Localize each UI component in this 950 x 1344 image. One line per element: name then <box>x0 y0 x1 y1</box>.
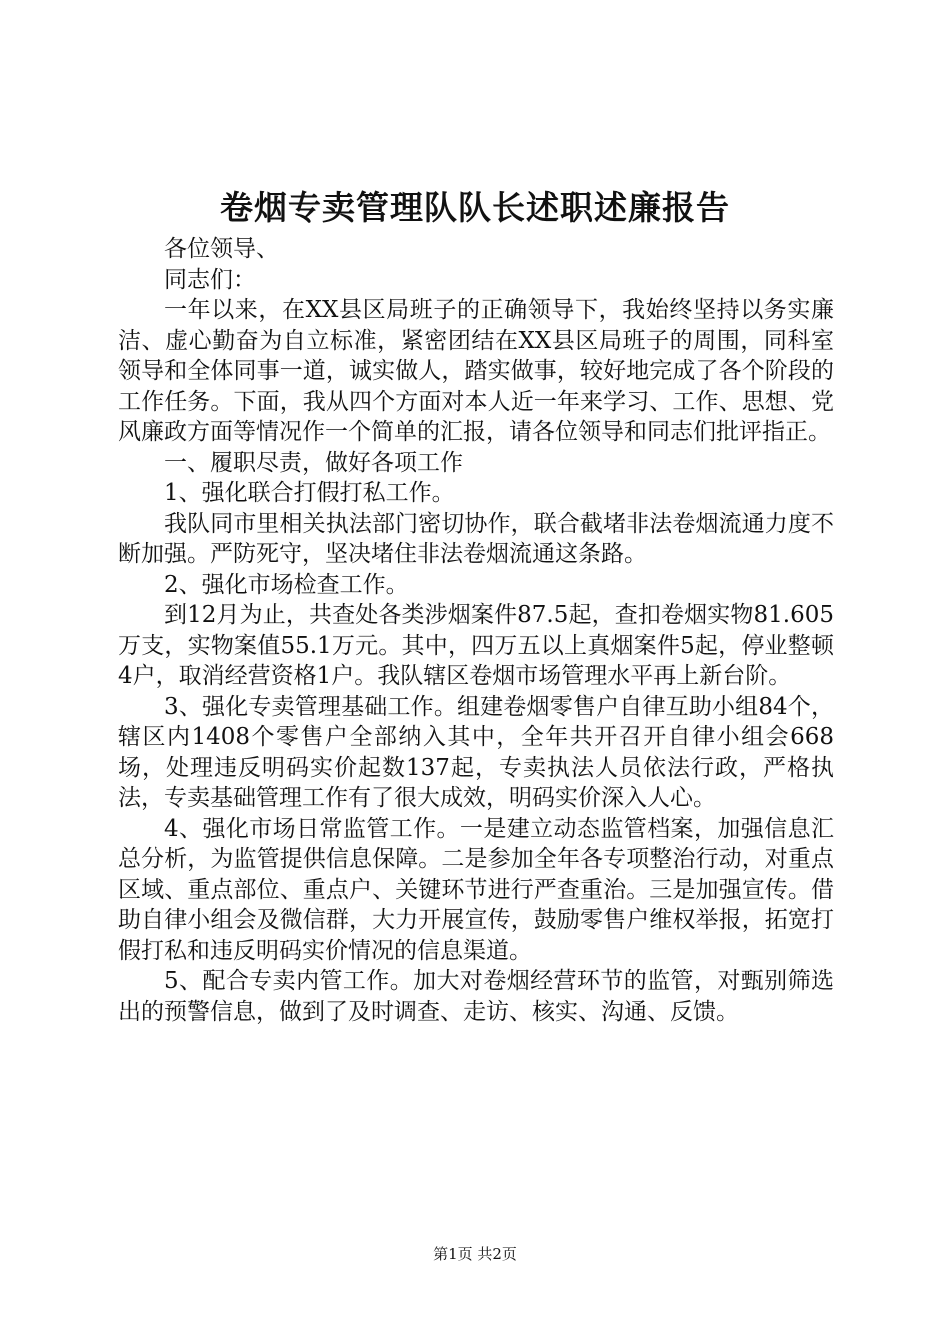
page-number-footer: 第1页 共2页 <box>433 1245 517 1263</box>
document-title: 卷烟专卖管理队队长述职述廉报告 <box>220 188 730 227</box>
document-body <box>118 234 834 1027</box>
body-paragraph: 4、强化市场日常监管工作。一是建立动态监管档案，加强信息汇总分析，为监管提供信息保障。二是参加全年各专项整治行动，对重点区域、重点部位、重点户、关键环节进行严查重治。三是加强宣传。借助自律小组会及微信群，大力开展宣传，鼓励零售户维权举报，拓宽打假打私和违反明码实价情况的信息渠道。 <box>118 815 834 964</box>
subsection-heading: 2、强化市场检查工作。 <box>164 571 409 598</box>
body-paragraph: 我队同市里相关执法部门密切协作，联合截堵非法卷烟流通力度不断加强。严防死守，坚决堵住非法卷烟流通这条路。 <box>118 510 834 567</box>
body-paragraph: 5、配合专卖内管工作。加大对卷烟经营环节的监管，对甄别筛选出的预警信息，做到了及时调查、走访、核实、沟通、反馈。 <box>118 968 834 1025</box>
salutation-line: 同志们： <box>164 266 256 293</box>
body-paragraph: 3、强化专卖管理基础工作。组建卷烟零售户自律互助小组84个，辖区内1408个零售户全部纳入其中，全年共开召开自律小组会668场，处理违反明码实价起数137起，专卖执法人员依法行政，严格执法，专卖基础管理工作有了很大成效，明码实价深入人心。 <box>118 693 834 811</box>
section-heading: 一、履职尽责，做好各项工作 <box>164 449 463 476</box>
salutation-line: 各位领导、 <box>164 236 279 262</box>
body-paragraph: 到12月为止，共查处各类涉烟案件87.5起，查扣卷烟实物81.605万支，实物案值55.1万元。其中，四万五以上真烟案件5起，停业整顿4户，取消经营资格1户。我队辖区卷烟市场管理水平再上新台阶。 <box>118 602 834 689</box>
body-paragraph: 一年以来，在XX县区局班子的正确领导下，我始终坚持以务实廉洁、虚心勤奋为自立标准，紧密团结在XX县区局班子的周围，同科室领导和全体同事一道，诚实做人，踏实做事，较好地完成了各个阶段的工作任务。下面，我从四个方面对本人近一年来学习、工作、思想、党风廉政方面等情况作一个简单的汇报，请各位领导和同志们批评指正。 <box>118 297 834 445</box>
subsection-heading: 1、强化联合打假打私工作。 <box>164 480 455 506</box>
